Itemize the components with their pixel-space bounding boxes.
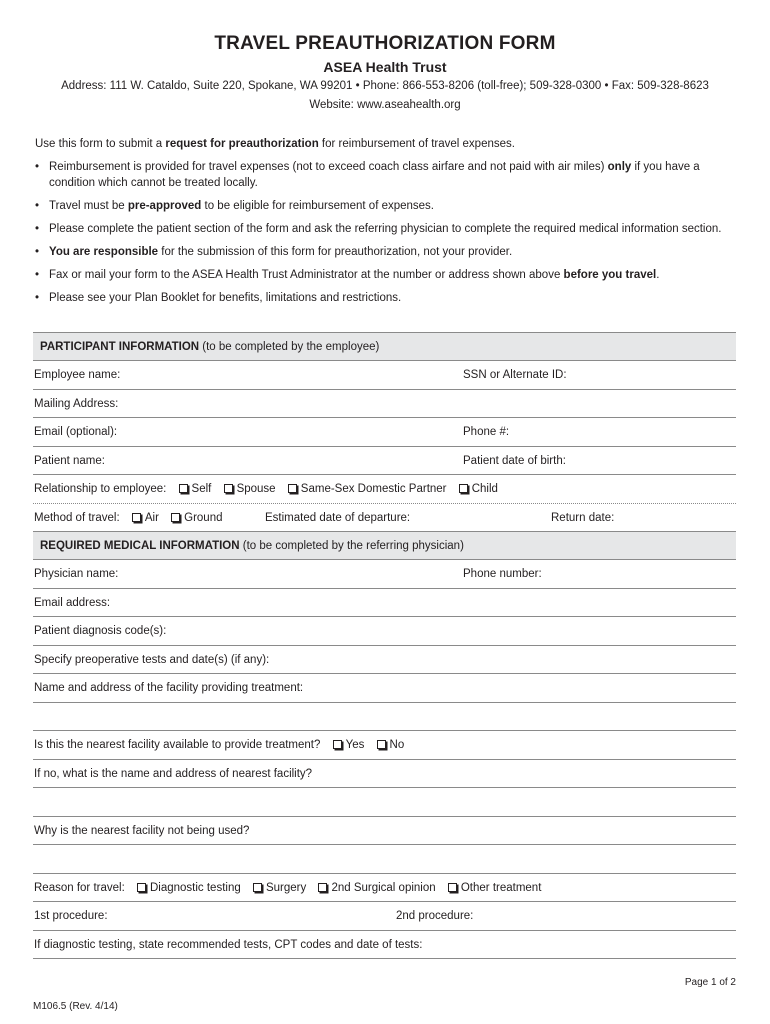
second-procedure-field[interactable]: 2nd procedure: [396,910,474,922]
instructions-list [35,160,735,314]
checkbox-icon[interactable] [288,484,297,493]
nearest-group [34,739,413,751]
nearest-facility-row [33,731,736,760]
form-table [33,332,736,959]
reason-group [34,882,550,894]
option-label: No [389,739,405,751]
method-air-option[interactable] [132,512,159,524]
bullet-icon: • [35,245,40,258]
reason-label: Reason for travel: [34,881,125,894]
bullet-text: for the submission of this form for preauthorization, not your provider. [158,245,513,258]
reason-other-option[interactable] [448,882,542,894]
list-item [35,291,735,307]
checkbox-icon[interactable] [377,740,386,749]
bullet-icon: • [35,199,40,212]
section-title: PARTICIPANT INFORMATION [40,341,200,353]
intro-text [35,136,735,152]
ssn-field[interactable]: SSN or Alternate ID: [463,369,567,381]
checkbox-icon[interactable] [448,883,457,892]
checkbox-icon[interactable] [179,484,188,493]
bullet-bold: before you travel [563,268,657,281]
bullet-text: Please complete the patient section of the form and ask the referring physician to complete the required medical information section. [49,222,722,235]
reason-surgery-option[interactable] [253,882,306,894]
bullet-text: Please see your Plan Booklet for benefits, limitations and restrictions. [49,291,402,304]
physician-name-field[interactable]: Physician name: [34,568,119,580]
bullet-icon: • [35,291,40,304]
diag-tests-row [33,931,736,960]
intro-pre: Use this form to submit a [35,138,166,150]
facility-field[interactable]: Name and address of the facility providing treatment: [34,682,304,694]
relationship-group [34,483,507,495]
employee-row [33,361,736,390]
section-title: REQUIRED MEDICAL INFORMATION [40,540,240,552]
list-item [35,199,735,215]
if-no-row [33,760,736,789]
rel-child-option[interactable] [459,483,498,495]
bullet-icon: • [35,222,40,235]
medical-section-header [33,532,736,560]
bullet-text: Travel must be [49,199,128,212]
physician-email-field[interactable]: Email address: [34,596,111,609]
checkbox-icon[interactable] [171,513,180,522]
option-label: Yes [345,739,365,751]
patient-name-field[interactable]: Patient name: [34,454,105,467]
checkbox-icon[interactable] [333,740,342,749]
preop-row [33,646,736,675]
bullet-text: . [656,268,660,281]
physician-phone-field[interactable]: Phone number: [463,568,542,580]
option-label: Other treatment [460,881,542,894]
nearest-no-option[interactable] [377,739,405,751]
checkbox-icon[interactable] [318,883,327,892]
option-label: 2nd Surgical opinion [331,881,436,894]
preop-tests-field[interactable]: Specify preoperative tests and date(s) (if any): [34,653,270,666]
bullet-bold: You are responsible [49,245,159,258]
list-item [35,268,735,284]
bullet-text: Reimbursement is provided for travel expenses (not to exceed coach class airfare and not paid with air miles) [49,161,608,173]
intro-post: for reimbursement of travel expenses. [318,138,515,150]
mailing-row [33,390,736,419]
nearest-yes-option[interactable] [333,739,365,751]
reason-second-opinion-option[interactable] [318,882,435,894]
option-label: Same-Sex Domestic Partner [300,483,447,495]
nearest-question: Is this the nearest facility available to provide treatment? [34,739,321,751]
diagnosis-row [33,617,736,646]
nearest-facility-field[interactable]: If no, what is the name and address of nearest facility? [34,767,313,780]
why-not-nearest-field[interactable]: Why is the nearest facility not being used? [34,824,250,837]
relationship-label: Relationship to employee: [34,483,167,495]
form-revision: M106.5 (Rev. 4/14) [33,1001,118,1012]
bullet-text: Fax or mail your form to the ASEA Health Trust Administrator at the number or address shown above [49,268,564,281]
employee-name-field[interactable]: Employee name: [34,369,121,381]
diagnosis-code-field[interactable]: Patient diagnosis code(s): [34,625,167,637]
list-item [35,222,735,238]
rel-self-option[interactable] [179,483,212,495]
mailing-address-field[interactable]: Mailing Address: [34,397,119,410]
procedure-row [33,902,736,931]
patient-row [33,447,736,476]
form-title: TRAVEL PREAUTHORIZATION FORM [214,33,556,54]
organization-name: ASEA Health Trust [323,59,447,75]
section-note: (to be completed by the employee) [199,341,380,353]
rel-ssdp-option[interactable] [288,483,447,495]
bullet-icon: • [35,268,40,281]
checkbox-icon[interactable] [132,513,141,522]
option-label: Spouse [236,483,276,495]
option-label: Child [471,483,498,495]
checkbox-icon[interactable] [137,883,146,892]
checkbox-icon[interactable] [224,484,233,493]
bullet-bold: pre-approved [127,199,202,212]
travel-method-row [33,504,736,533]
bullet-icon: • [35,161,40,173]
list-item [35,245,735,261]
email-row [33,418,736,447]
option-label: Air [144,511,159,524]
physician-row [33,560,736,589]
diagnostic-tests-field[interactable]: If diagnostic testing, state recommended tests, CPT codes and date of tests: [34,938,423,951]
contact-address: Address: 111 W. Cataldo, Suite 220, Spokane, WA 99201 • Phone: 866-553-8206 (toll-free); 509-328-0300 • Fax: 509-328-8623 [61,80,709,92]
option-label: Surgery [265,881,307,894]
relationship-row [33,475,736,504]
reason-diagnostic-option[interactable] [137,882,241,894]
method-ground-option[interactable] [171,512,222,524]
facility-row [33,674,736,703]
reason-row [33,874,736,903]
intro-bold: request for preauthorization [165,138,319,150]
section-note: (to be completed by the referring physician) [239,540,464,552]
patient-dob-field[interactable]: Patient date of birth: [463,454,566,467]
physician-email-row [33,589,736,618]
why-blank-row[interactable] [33,845,736,874]
method-group [34,512,231,524]
option-label: Ground [184,511,223,524]
option-label: Self [191,483,212,495]
departure-date-field[interactable]: Estimated date of departure: [265,511,411,524]
return-date-field[interactable]: Return date: [551,511,615,524]
if-no-blank-row[interactable] [33,788,736,817]
option-label: Diagnostic testing [149,881,241,894]
checkbox-icon[interactable] [253,883,262,892]
bullet-bold: only [607,161,632,173]
why-row [33,817,736,846]
facility-blank-row[interactable] [33,703,736,732]
page-number: Page 1 of 2 [684,977,736,988]
rel-spouse-option[interactable] [224,483,276,495]
bullet-text: to be eligible for reimbursement of expenses. [201,199,435,212]
website: Website: www.aseahealth.org [309,99,461,111]
list-item [35,160,735,191]
participant-section-header [33,333,736,361]
checkbox-icon[interactable] [459,484,468,493]
phone-field[interactable]: Phone #: [463,426,510,438]
method-label: Method of travel: [34,511,120,524]
bullet-text: if you have a condition which cannot be treated locally. [49,161,700,189]
email-field[interactable]: Email (optional): [34,426,118,438]
first-procedure-field[interactable]: 1st procedure: [34,910,108,922]
